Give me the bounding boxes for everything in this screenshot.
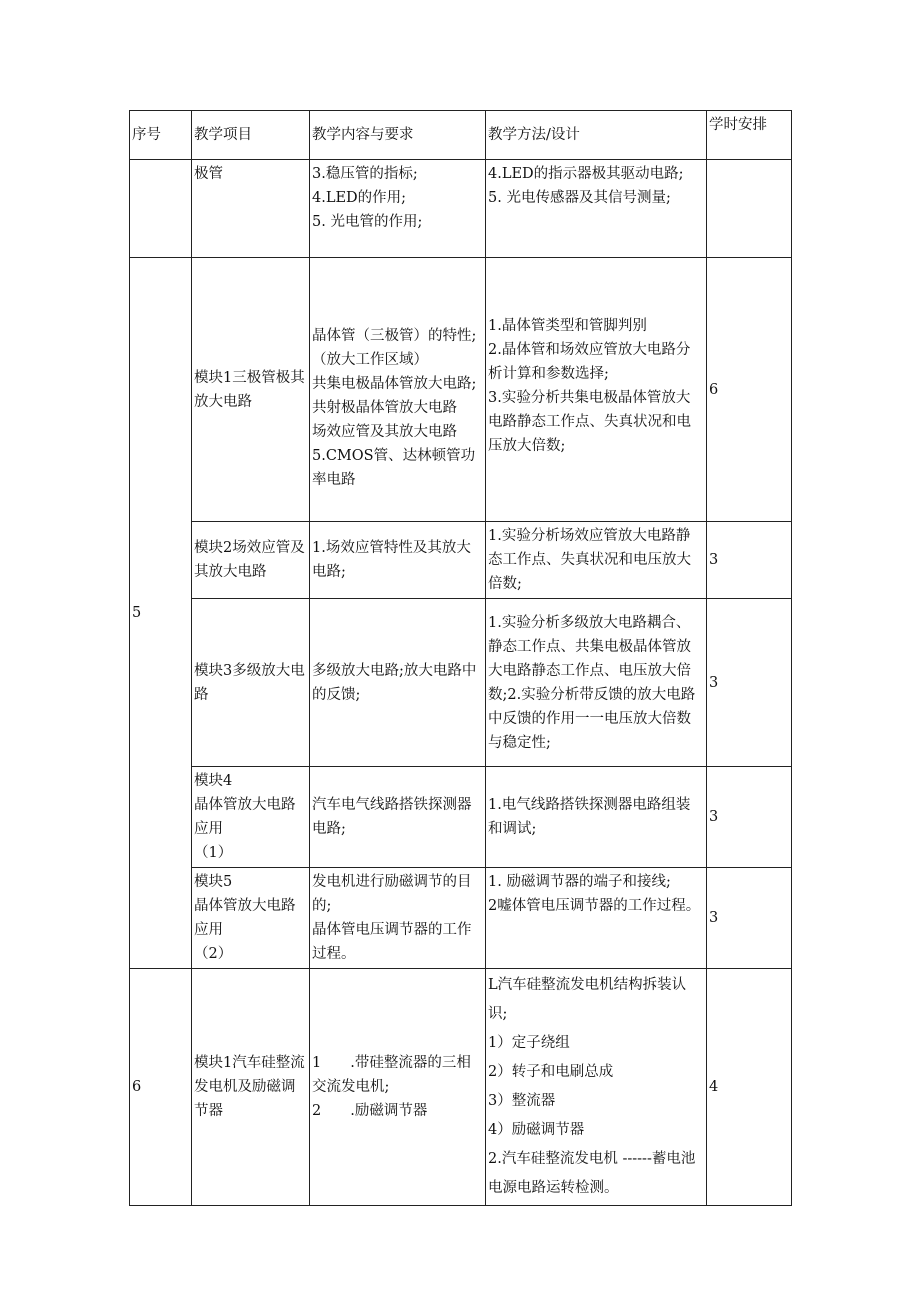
cell-hours: 3 [707, 868, 792, 969]
cell-content: 发电机进行励磁调节的目的; 晶体管电压调节器的工作过程。 [310, 868, 486, 969]
table-header-row [130, 111, 792, 160]
header-project: 教学项目 [192, 111, 310, 160]
cell-content: 汽车电气线路搭铁探测器电路; [310, 767, 486, 868]
cell-method: 1.实验分析多级放大电路耦合、静态工作点、共集电极晶体管放大电路静态工作点、电压放大倍数;2.实验分析带反馈的放大电路中反馈的作用一一电压放大倍数与稳定性; [486, 599, 707, 767]
cell-content: 多级放大电路;放大电路中的反馈; [310, 599, 486, 767]
table-row [130, 599, 792, 767]
cell-method: 1.实验分析场效应管放大电路静态工作点、失真状况和电压放大倍数; [486, 522, 707, 599]
cell-method: 1.晶体管类型和管脚判别 2.晶体管和场效应管放大电路分析计算和参数选择; 3.实验分析共集电极晶体管放大电路静态工作点、失真状况和电压放大倍数; [486, 258, 707, 522]
table-row [130, 258, 792, 522]
cell-project: 模块1三极管极其放大电路 [192, 258, 310, 522]
table-row [130, 767, 792, 868]
table-row [130, 522, 792, 599]
cell-project: 模块3多级放大电路 [192, 599, 310, 767]
header-hours: 学时安排 [707, 111, 792, 160]
cell-content: 1.场效应管特性及其放大电路; [310, 522, 486, 599]
cell-hours: 3 [707, 767, 792, 868]
table-row [130, 969, 792, 1206]
table-row [130, 868, 792, 969]
cell-method: L汽车硅整流发电机结构拆装认识; 1）定子绕组 2）转子和电刷总成 3）整流器 4）励磁调节器 2.汽车硅整流发电机 ------蓄电池电源电路运转检测。 [486, 969, 707, 1206]
cell-hours: 3 [707, 522, 792, 599]
cell-content: 1 .带硅整流器的三相交流发电机; 2 .励磁调节器 [310, 969, 486, 1206]
cell-seq: 5 [130, 258, 192, 969]
cell-project: 极管 [192, 160, 310, 258]
table-row [130, 160, 792, 258]
header-method: 教学方法/设计 [486, 111, 707, 160]
cell-hours: 3 [707, 599, 792, 767]
cell-seq [130, 160, 192, 258]
header-seq: 序号 [130, 111, 192, 160]
cell-project: 模块2场效应管及其放大电路 [192, 522, 310, 599]
cell-content: 晶体管（三极管）的特性;（放大工作区域） 共集电极晶体管放大电路; 共射极晶体管放大电路 场效应管及其放大电路 5.CMOS管、达林顿管功率电路 [310, 258, 486, 522]
cell-project: 模块1汽车硅整流发电机及励磁调节器 [192, 969, 310, 1206]
cell-project: 模块5 晶体管放大电路应用 （2） [192, 868, 310, 969]
cell-method: 4.LED的指示器极其驱动电路; 5. 光电传感器及其信号测量; [486, 160, 707, 258]
cell-method: 1.电气线路搭铁探测器电路组装和调试; [486, 767, 707, 868]
cell-hours: 4 [707, 969, 792, 1206]
curriculum-table [129, 110, 792, 1206]
cell-method: 1. 励磁调节器的端子和接线; 2嘘体管电压调节器的工作过程。 [486, 868, 707, 969]
cell-project: 模块4 晶体管放大电路应用 （1） [192, 767, 310, 868]
header-content: 教学内容与要求 [310, 111, 486, 160]
cell-seq: 6 [130, 969, 192, 1206]
cell-hours [707, 160, 792, 258]
cell-content: 3.稳压管的指标; 4.LED的作用; 5. 光电管的作用; [310, 160, 486, 258]
cell-hours: 6 [707, 258, 792, 522]
